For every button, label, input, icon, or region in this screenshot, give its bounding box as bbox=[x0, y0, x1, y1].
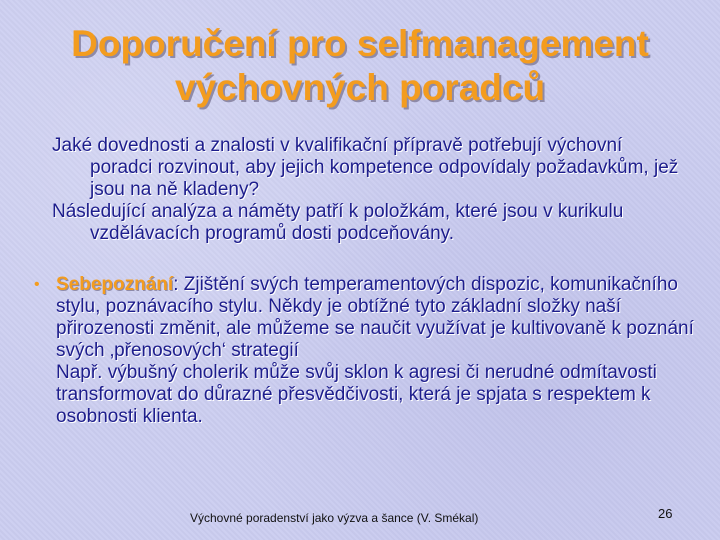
title-line-2: výchovných poradců bbox=[174, 67, 546, 108]
bullet-item bbox=[34, 274, 694, 428]
bullet-main bbox=[56, 274, 694, 362]
bullet-list bbox=[34, 274, 694, 428]
intro-paragraph-question: Jaké dovednosti a znalosti v kvalifikační přípravě potřebují výchovní poradci rozvinout, aby jejich kompetence odpovídaly požadavkům, jež jsou na ně kladeny? bbox=[52, 135, 679, 200]
slide-footer: Výchovné poradenství jako výzva a šance (V. Smékal) bbox=[190, 511, 479, 525]
bullet-content bbox=[56, 274, 694, 428]
bullet-example: Např. výbušný cholerik může svůj sklon k agresi či nerudné odmítavosti transformovat do důrazné přesvědčivosti, která je spjata s respektem k osobnosti klienta. bbox=[56, 362, 657, 427]
intro-paragraph-analysis: Následující analýza a náměty patří k položkám, které jsou v kurikulu vzdělávacích programů dosti podceňovány. bbox=[52, 201, 624, 244]
slide-title bbox=[30, 22, 690, 110]
intro-text bbox=[52, 135, 682, 245]
bullet-icon: • bbox=[34, 276, 40, 293]
page-number: 26 bbox=[658, 506, 673, 521]
title-line-1: Doporučení pro selfmanagement bbox=[71, 23, 649, 64]
bullet-term: Sebepoznání bbox=[56, 274, 174, 295]
bullet-description: : Zjištění svých temperamentových dispozic, komunikačního stylu, poznávacího stylu. Někdy je obtížné tyto základní složky naší přirozenosti změnit, ale můžeme se naučit využívat je kultivovaně k poznání svých ‚přenosových‘ strategií bbox=[56, 274, 694, 361]
